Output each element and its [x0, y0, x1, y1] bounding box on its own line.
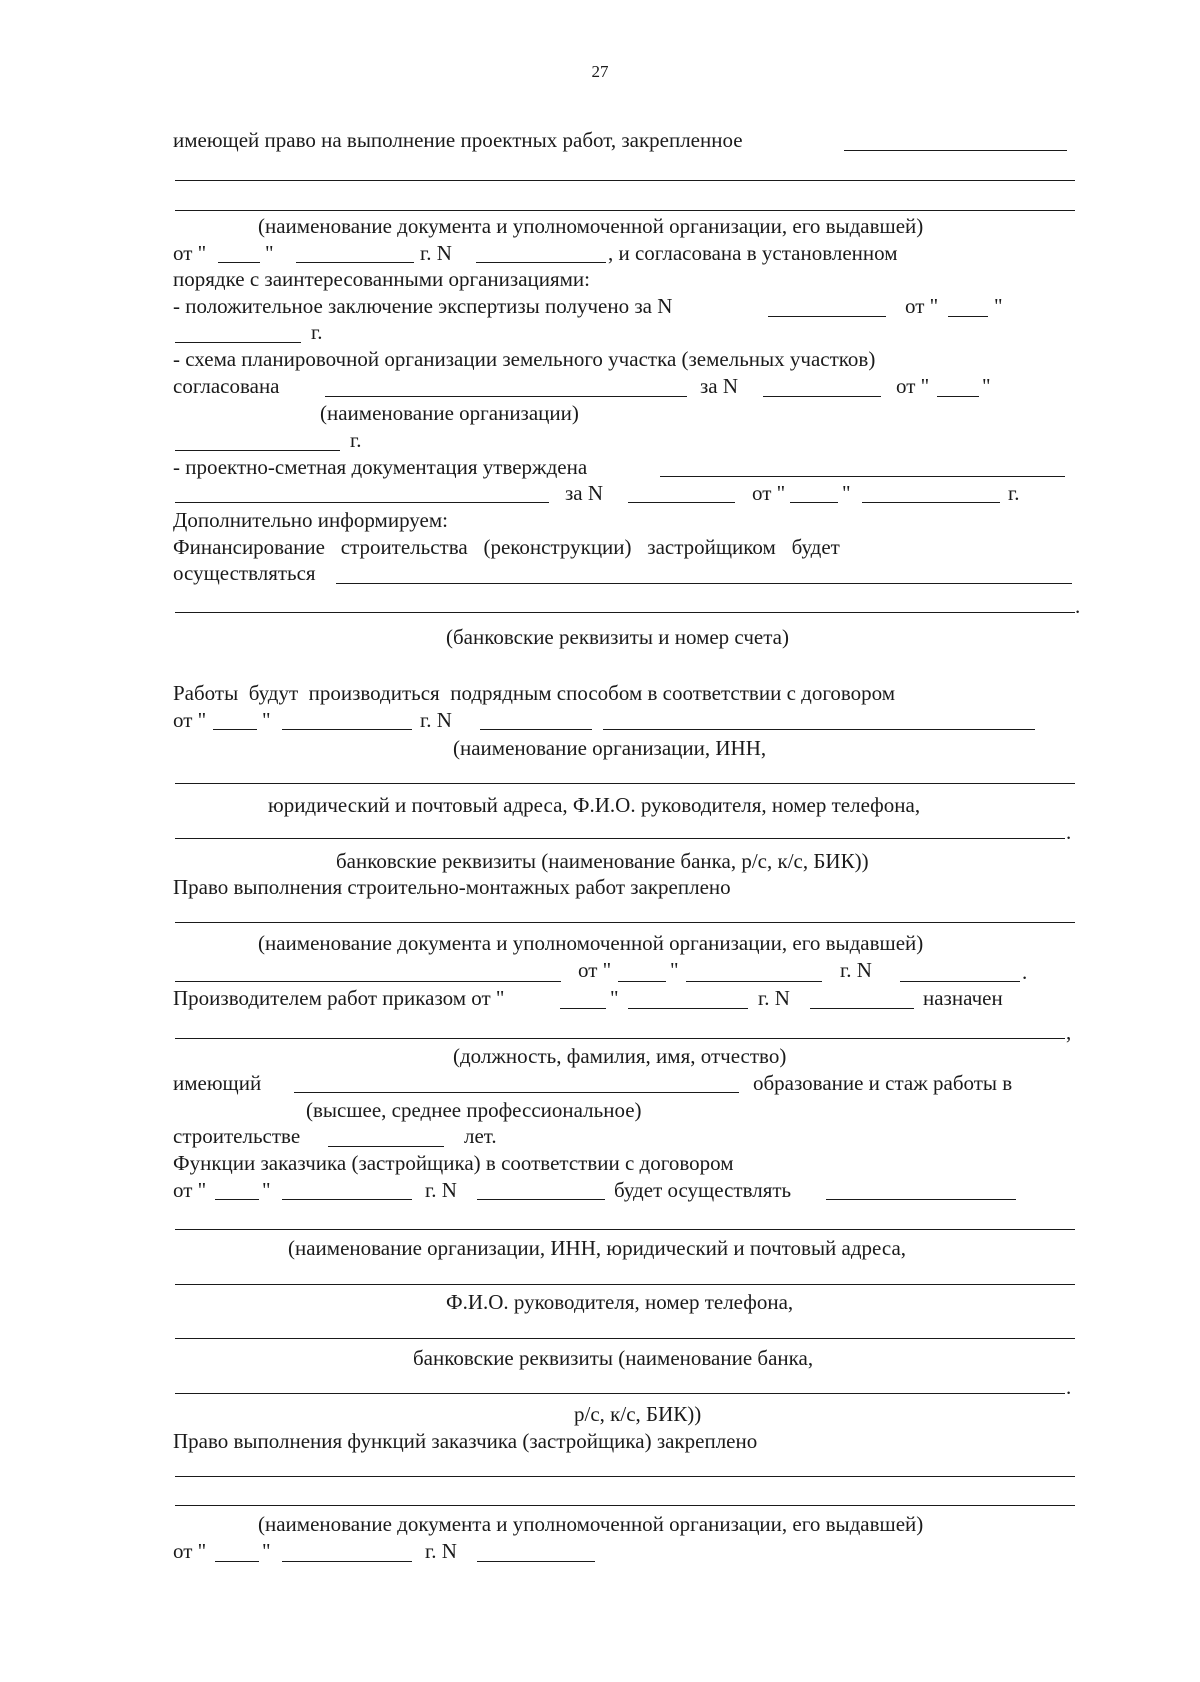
- blank-field[interactable]: [618, 981, 666, 982]
- text-fragment: Производителем работ приказом от ": [173, 986, 505, 1010]
- text-fragment: лет.: [464, 1124, 497, 1148]
- blank-field[interactable]: [215, 1199, 259, 1200]
- blank-field[interactable]: [175, 1338, 1075, 1339]
- text-fragment: осуществляться: [173, 561, 316, 585]
- text-fragment: .: [1066, 1375, 1072, 1399]
- text-fragment: г. N: [420, 241, 452, 265]
- text-fragment: от ": [173, 708, 207, 732]
- blank-field[interactable]: [628, 502, 735, 503]
- text-fragment: от ": [905, 294, 939, 318]
- text-line: Право выполнения строительно-монтажных работ закреплено: [173, 875, 731, 899]
- blank-field[interactable]: [175, 1038, 1065, 1039]
- text-fragment: ": [262, 708, 271, 732]
- blank-field[interactable]: [175, 502, 549, 503]
- blank-field[interactable]: [215, 1561, 259, 1562]
- field-caption: банковские реквизиты (наименование банка, р/с, к/с, БИК)): [336, 849, 869, 873]
- blank-field[interactable]: [660, 476, 1065, 477]
- blank-field[interactable]: [175, 1229, 1075, 1230]
- blank-field[interactable]: [336, 583, 1072, 584]
- blank-field[interactable]: [948, 316, 988, 317]
- blank-field[interactable]: [175, 1284, 1075, 1285]
- blank-field[interactable]: [175, 1476, 1075, 1477]
- text-fragment: от ": [173, 1539, 207, 1563]
- blank-field[interactable]: [844, 150, 1067, 151]
- text-fragment: г. N: [420, 708, 452, 732]
- text-fragment: назначен: [923, 986, 1003, 1010]
- text-fragment: от ": [896, 374, 930, 398]
- text-fragment: г.: [311, 320, 323, 344]
- text-fragment: строительстве: [173, 1124, 301, 1148]
- blank-field[interactable]: [175, 450, 340, 451]
- blank-field[interactable]: [296, 262, 414, 263]
- field-caption: (наименование документа и уполномоченной организации, его выдавшей): [258, 1512, 924, 1536]
- field-caption: (банковские реквизиты и номер счета): [446, 625, 789, 649]
- blank-field[interactable]: [900, 981, 1020, 982]
- blank-field[interactable]: [628, 1008, 748, 1009]
- text-line: Дополнительно информируем:: [173, 508, 448, 532]
- text-fragment: .: [1022, 960, 1028, 984]
- text-fragment: г.: [1008, 481, 1020, 505]
- text-fragment: образование и стаж работы в: [753, 1071, 1013, 1095]
- blank-field[interactable]: [175, 1505, 1075, 1506]
- field-caption: Ф.И.О. руководителя, номер телефона,: [446, 1290, 794, 1314]
- blank-field[interactable]: [768, 316, 886, 317]
- blank-field[interactable]: [175, 342, 301, 343]
- blank-field[interactable]: [282, 1561, 412, 1562]
- field-caption: (наименование документа и уполномоченной организации, его выдавшей): [258, 214, 924, 238]
- text-fragment: ": [610, 986, 619, 1010]
- text-fragment: ": [262, 1178, 271, 1202]
- text-fragment: от ": [752, 481, 786, 505]
- field-caption: (наименование организации, ИНН, юридический и почтовый адреса,: [288, 1236, 907, 1260]
- blank-field[interactable]: [175, 210, 1075, 211]
- blank-field[interactable]: [686, 981, 822, 982]
- text-fragment: имеющий: [173, 1071, 262, 1095]
- text-fragment: - положительное заключение экспертизы получено за N: [173, 294, 673, 318]
- field-caption: (должность, фамилия, имя, отчество): [453, 1044, 787, 1068]
- text-fragment: - проектно-сметная документация утверждена: [173, 455, 588, 479]
- text-fragment: г. N: [840, 958, 872, 982]
- blank-field[interactable]: [763, 396, 881, 397]
- text-fragment: от ": [173, 241, 207, 265]
- text-line: - схема планировочной организации земельного участка (земельных участков): [173, 347, 876, 371]
- blank-field[interactable]: [480, 729, 592, 730]
- field-caption: (высшее, среднее профессиональное): [306, 1098, 642, 1122]
- text-fragment: будет осуществлять: [614, 1178, 792, 1202]
- text-fragment: от ": [173, 1178, 207, 1202]
- blank-field[interactable]: [560, 1008, 606, 1009]
- text-fragment: г. N: [758, 986, 790, 1010]
- text-fragment: ": [842, 481, 851, 505]
- blank-field[interactable]: [213, 729, 257, 730]
- blank-field[interactable]: [175, 922, 1075, 923]
- text-fragment: ": [670, 958, 679, 982]
- blank-field[interactable]: [218, 262, 260, 263]
- field-caption: банковские реквизиты (наименование банка,: [413, 1346, 814, 1370]
- text-fragment: г.: [350, 428, 362, 452]
- text-fragment: ": [994, 294, 1003, 318]
- field-caption: р/с, к/с, БИК)): [574, 1402, 702, 1426]
- field-caption: (наименование организации, ИНН,: [453, 736, 767, 760]
- field-caption: (наименование документа и уполномоченной организации, его выдавшей): [258, 931, 924, 955]
- blank-field[interactable]: [175, 1393, 1065, 1394]
- blank-field[interactable]: [175, 783, 1075, 784]
- text-fragment: за N: [700, 374, 739, 398]
- text-line: Работы будут производиться подрядным способом в соответствии с договором: [173, 681, 896, 705]
- field-caption: (наименование организации): [320, 401, 579, 425]
- text-fragment: от ": [578, 958, 612, 982]
- text-fragment: .: [1066, 820, 1072, 844]
- blank-field[interactable]: [282, 729, 412, 730]
- text-fragment: ": [982, 374, 991, 398]
- blank-field[interactable]: [175, 180, 1075, 181]
- blank-field[interactable]: [175, 838, 1065, 839]
- blank-field[interactable]: [282, 1199, 412, 1200]
- text-line: Право выполнения функций заказчика (застройщика) закреплено: [173, 1429, 758, 1453]
- page-number: 27: [591, 62, 609, 81]
- blank-field[interactable]: [826, 1199, 1016, 1200]
- blank-field[interactable]: [325, 396, 687, 397]
- text-fragment: г. N: [425, 1178, 457, 1202]
- text-line: порядке с заинтересованными организациями:: [173, 267, 591, 291]
- blank-field[interactable]: [603, 729, 1035, 730]
- field-caption: юридический и почтовый адреса, Ф.И.О. руководителя, номер телефона,: [268, 793, 921, 817]
- text-line: Финансирование строительства (реконструкции) застройщиком будет: [173, 535, 840, 559]
- text-fragment: , и согласована в установленном: [608, 241, 898, 265]
- blank-field[interactable]: [937, 396, 979, 397]
- blank-field[interactable]: [477, 1561, 595, 1562]
- text-fragment: ,: [1066, 1020, 1072, 1044]
- text-line: Функции заказчика (застройщика) в соответствии с договором: [173, 1151, 734, 1175]
- text-fragment: ": [265, 241, 274, 265]
- text-fragment: за N: [565, 481, 604, 505]
- text-fragment: ": [262, 1539, 271, 1563]
- blank-field[interactable]: [790, 502, 838, 503]
- text-fragment: г. N: [425, 1539, 457, 1563]
- text-fragment: .: [1075, 594, 1081, 618]
- blank-field[interactable]: [810, 1008, 914, 1009]
- blank-field[interactable]: [328, 1146, 444, 1147]
- text-line: имеющей право на выполнение проектных работ, закрепленное: [173, 128, 743, 152]
- blank-field[interactable]: [294, 1092, 739, 1093]
- blank-field[interactable]: [175, 612, 1075, 613]
- blank-field[interactable]: [477, 1199, 605, 1200]
- blank-field[interactable]: [476, 262, 606, 263]
- blank-field[interactable]: [175, 981, 561, 982]
- text-fragment: согласована: [173, 374, 280, 398]
- blank-field[interactable]: [862, 502, 1000, 503]
